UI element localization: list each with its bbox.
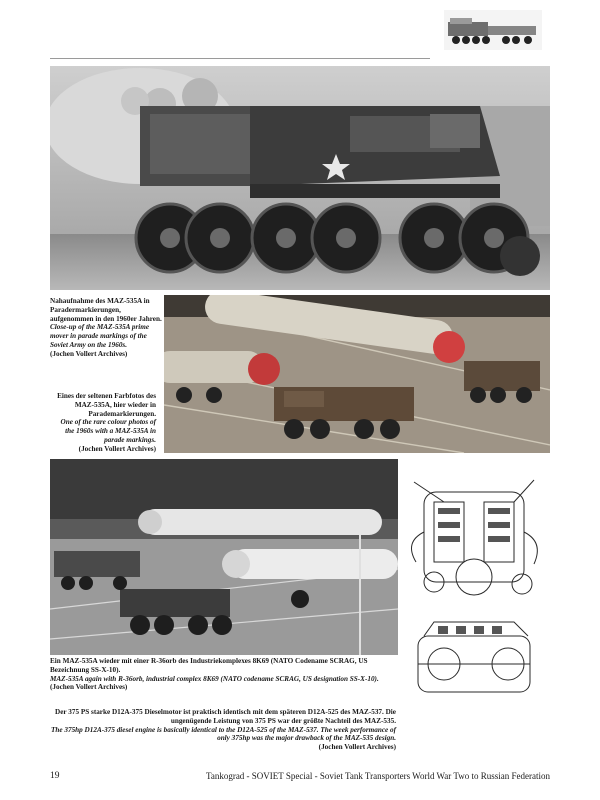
caption-engine-credit: (Jochen Vollert Archives) (318, 743, 396, 752)
caption-colour-de: Eines der seltenen Farbfotos des MAZ-535A, hier wieder in Parademarkierungen. (57, 392, 156, 418)
photo-r36orb-parade (50, 459, 398, 655)
caption-r36-en: MAZ-535A again with R-36orb, industrial complex 8K69 (NATO codename SCRAG, US designation SS-X-10). (50, 674, 379, 683)
caption-colour-credit: (Jochen Vollert Archives) (78, 444, 156, 453)
drawing-engine-top (404, 472, 550, 612)
footer-title: Tankograd - SOVIET Special - Soviet Tank Transporters World War Two to Russian Federation (205, 771, 550, 781)
caption-closeup-en: Close-up of the MAZ-535A prime mover in parade markings of the Soviet Army on the 1960s. (50, 323, 150, 349)
drawing-engine-bottom (404, 614, 550, 710)
caption-closeup-de: Nahaufnahme des MAZ-535A in Paradermarkierungen, aufgenommen in den 1960er Jahren. (50, 297, 162, 323)
photo-colour-parade (164, 295, 550, 453)
caption-r36-de: Ein MAZ-535A wieder mit einer R-36orb des Industriekomplexes 8K69 (NATO Codename SCRAG, US Bezeichnung SS-X-10). (50, 657, 368, 674)
photo-maz535a-closeup (50, 66, 550, 290)
caption-engine-de: Der 375 PS starke D12A-375 Dieselmotor ist praktisch identisch mit dem späteren D12A-525 des MAZ-537. Die ungenügende Leistung von 375 PS war der größte Nachteil des MAZ-535. (55, 708, 396, 725)
caption-colour-en: One of the rare colour photos of the 1960s with a MAZ-535A in parade markings. (60, 418, 156, 444)
caption-colour (50, 392, 156, 453)
caption-r36 (50, 657, 400, 692)
page-number: 19 (50, 771, 60, 781)
caption-engine (50, 708, 396, 752)
caption-r36-credit: (Jochen Vollert Archives) (50, 683, 128, 692)
header-rule (50, 58, 430, 59)
caption-closeup (50, 297, 162, 358)
header-truck-thumbnail (444, 10, 542, 50)
caption-engine-en: The 375hp D12A-375 diesel engine is basically identical to the D12A-525 of the MAZ-537. The week performance of only 375hp was the major drawback of the MAZ-535 design. (51, 725, 396, 743)
caption-closeup-credit: (Jochen Vollert Archives) (50, 349, 128, 358)
